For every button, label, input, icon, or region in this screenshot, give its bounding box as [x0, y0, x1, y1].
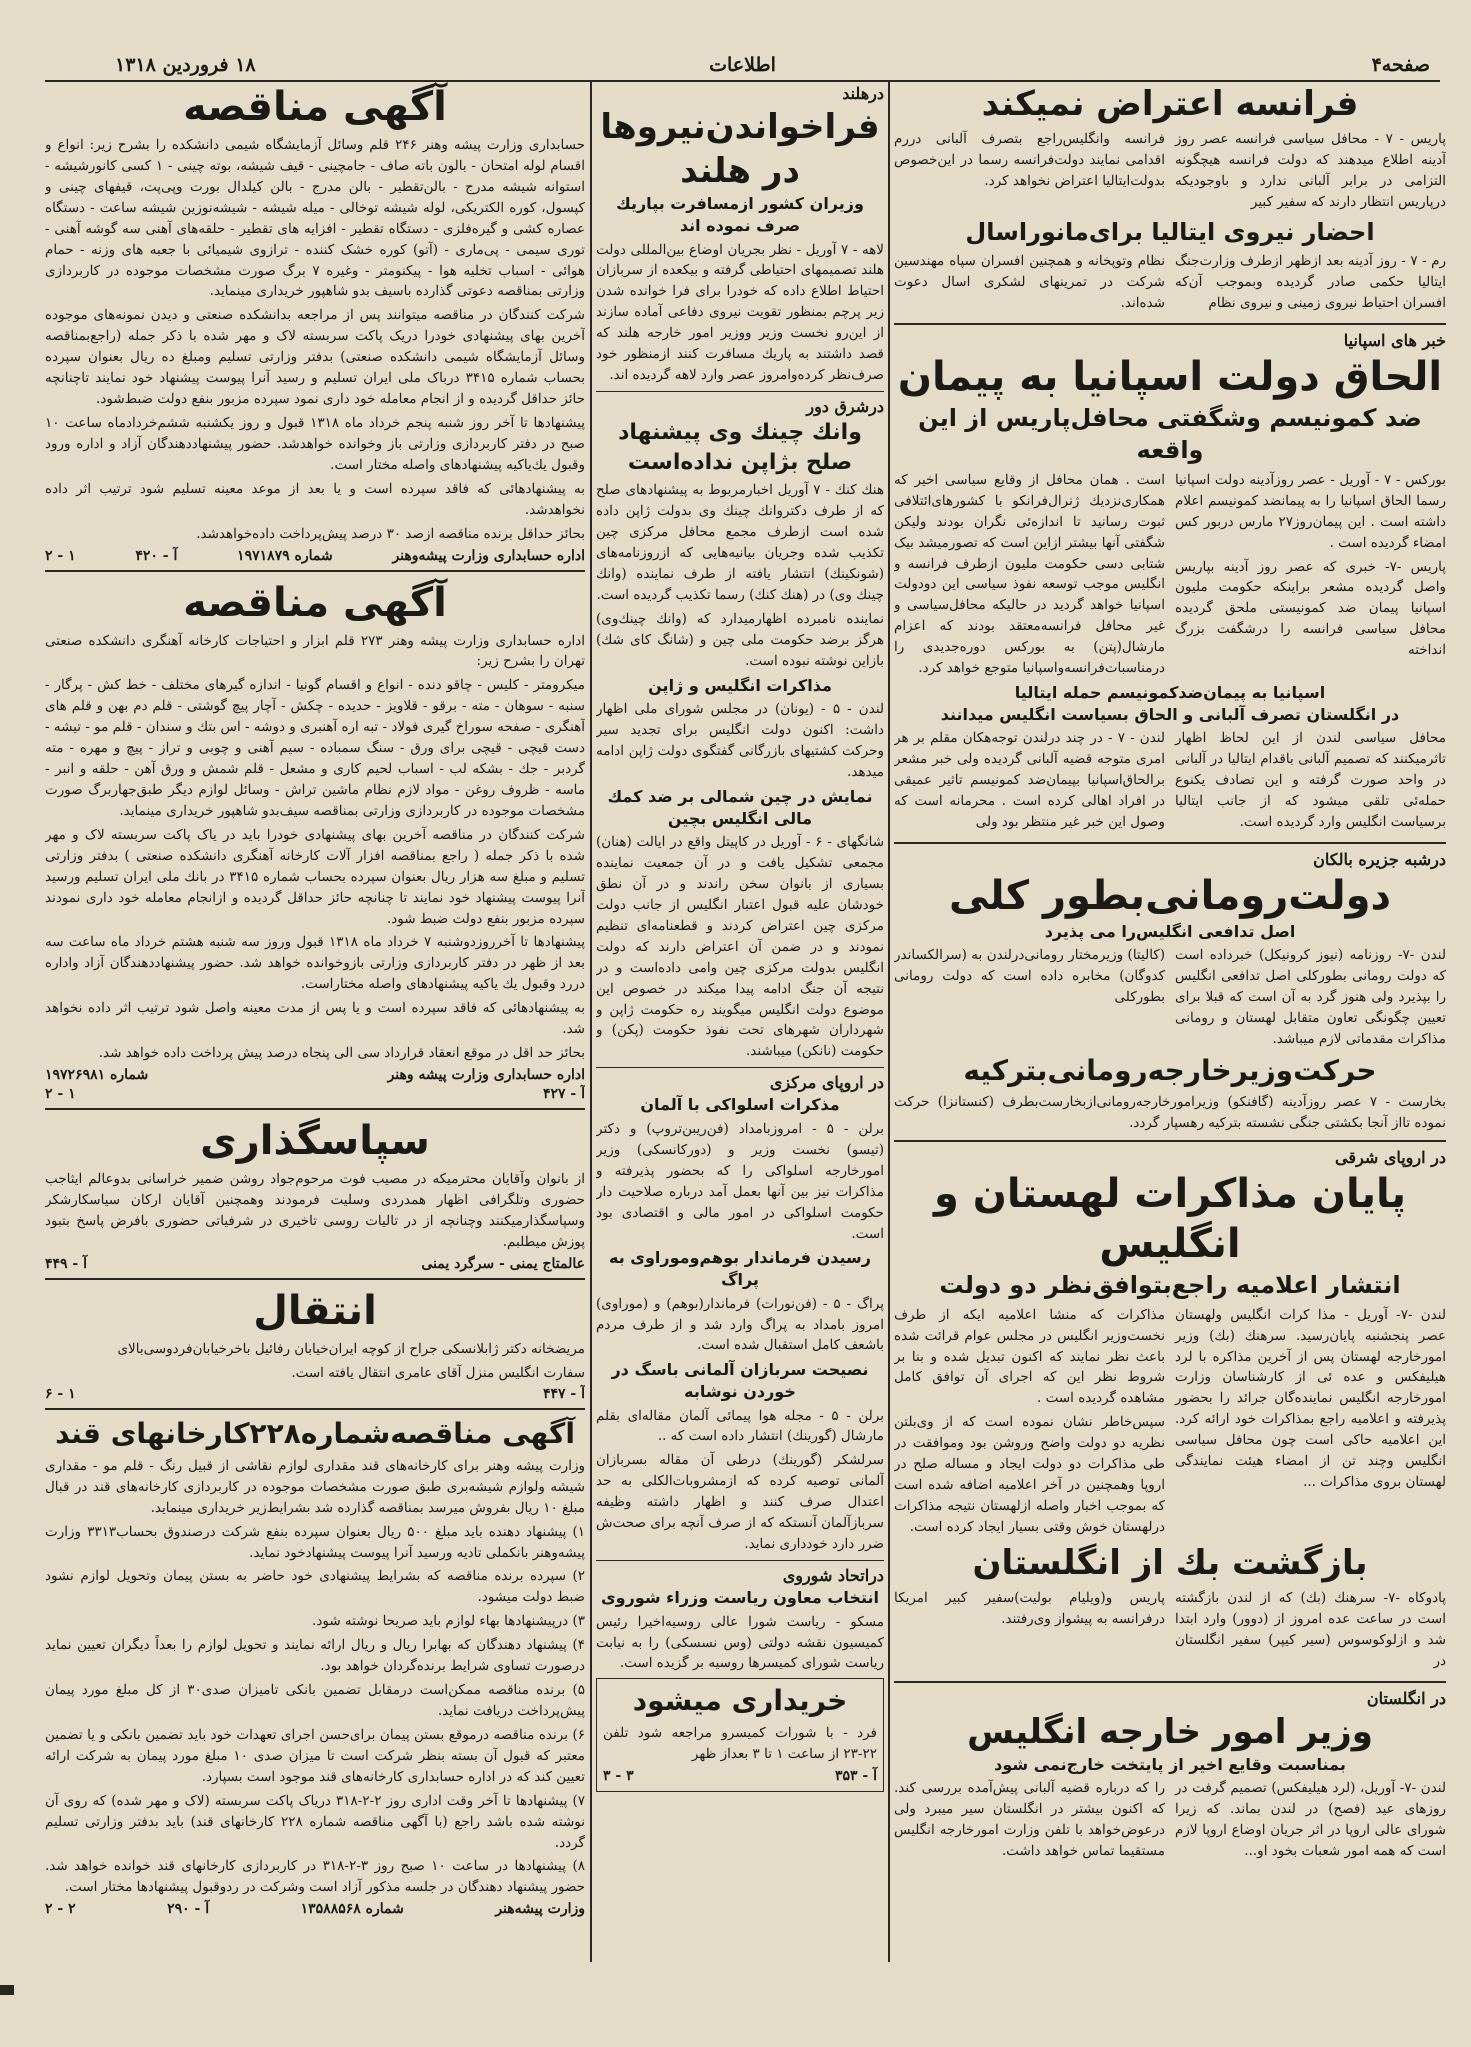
- headline: حرکت‌وزیرخارجه‌رومانی‌بترکیه: [963, 1054, 1377, 1088]
- article-body: بخارست - ۷ عصر روزآدینه (گافنکو) وزیرامورخارجه‌رومانی‌ازبخارست‌بطرف (کنستانزا) حرکت نموده تااز آنجا بکشتی جنگی نشسته بترکیه رهسپار گردد.: [894, 1094, 1446, 1132]
- column-divider: [888, 82, 890, 1962]
- divider: [894, 323, 1446, 325]
- article-body: لندن -۷- روزنامه (نیوز کرونیکل) خبرداده است که دولت رومانی بطورکلی اصل تدافعی انگلیس را بپذیرد ولی هنوز گرد به آن است که قبلا برای تعیین چگونگی تعاون متقابل لهستان و رومانی مذاکرات مقدماتی لازم میباشد.: [1175, 947, 1446, 1048]
- headline: فراخواندن‌نیروها در هلند: [600, 107, 880, 192]
- sig-name: عالمتاج یمنی - سرگرد یمنی: [421, 1255, 585, 1272]
- subheadline: در انگلستان تصرف آلبانی و الحاق بسیاست انگلیس میدانند: [940, 704, 1400, 724]
- sig-seq: ۳ - ۳: [603, 1767, 634, 1784]
- sig-number: شماره ۱۹۷۲۶۹۸۱: [45, 1066, 149, 1083]
- subheadline: انتشار اعلامیه راجع‌بتوافق‌نظر دو دولت: [939, 1271, 1401, 1300]
- article-body: سرلشکر (گورینك) درطی آن مقاله بسربازان آلمانی توصیه کرده که ازمشروبات‌الکلی به حد اعتدال صرف کنند و اظهار داشته وظیفه سربازآلمان آنستکه که از صرف آنچه برای صحت‌ش ضرر دارد خودداری نماید.: [596, 1452, 884, 1553]
- ad-item: ۸) پیشنهادها در ساعت ۱۰ صبح روز ۳-۲-۳۱۸ در کاربردازی کارخانهای قند خوانده خواهد شد. حضور پیشنهاد دهندگان در جلسه مذکور آزاد است وشرکت در ردوقبول پیشنهادها مختار است.: [45, 1858, 585, 1896]
- notice-title: سپاسگذاری: [200, 1117, 430, 1164]
- notice-signature: [45, 1256, 585, 1272]
- subheadline: رسیدن فرماندار بوهم‌وموراوی به پراگ: [609, 1248, 871, 1290]
- relocation-notice: [45, 1286, 585, 1403]
- section-kicker: در اروپای مرکزی: [769, 1073, 884, 1093]
- subheadline: ضد کمونیسم وشگفتی محافل‌پاریس از این واقعه: [918, 404, 1422, 465]
- buy-ad: [596, 1678, 884, 1791]
- divider: [596, 1067, 884, 1068]
- subheadline: نمایش در چین شمالی بر ضد کمك مالی انگلیس بچین: [607, 786, 873, 828]
- ad-title: آگهی مناقصه‌شماره۲۲۸کارخانهای قند: [55, 1417, 575, 1451]
- article-body: برلن - ۵ - امروزبامداد (فن‌ریبن‌تروپ) و دکتر (تیسو) نخست وزیر و (دورکانسکی) وزیر امورخارجه اسلواکی را که بحضور پذیرفته و مذاکرات نیز بین آنها بعمل آمد درباره صلاحیت دار حکومت اسلواکی در امور مالی و اقتصادی بود است.: [596, 1120, 884, 1242]
- ad-signature: [603, 1768, 877, 1784]
- section-kicker: خبر های اسپانیا: [1343, 331, 1446, 351]
- divider: [596, 1560, 884, 1561]
- article-body: پراگ - ۵ - (فن‌نورات) فرماندار(بوهم) و (موراوی) امروز بامداد به پراگ وارد شد و از طرف مردم باشعف کامل استقبال شده است.: [596, 1295, 884, 1354]
- middle-column: [596, 82, 884, 2027]
- ad-signature: [45, 1086, 585, 1102]
- subheadline: انتخاب معاون ریاست وزراء شوروی: [601, 1588, 879, 1608]
- article-body: مسکو - ریاست شورا عالی روسیه‌اخیرا رئیس کمیسیون نقشه دولتی (وس نسسکی) را به نیابت ریاست شورای کمیسرها روسیه بر گزیده است.: [596, 1613, 884, 1672]
- article-body: سپس‌خاطر نشان نموده است که از وی‌بلتن نظریه دو دولت واضح وروشن بود وموافقت در طی مذاکرات دو دولت ایجاد و مساله صلح در اروپا وهمچنین در آخر اعلامیه اضافه شده است که بموجب اخبار واصله ازلهستان نتیجه مذاکرات درلهستان خوش وقتی بسیار ایجاد کرده است.: [894, 1414, 1165, 1535]
- sig-number: شماره ۱۳۵۸۸۵۶۸: [300, 1901, 404, 1918]
- ad-body: شرکت کنندگان در مناقصه میتوانند پس از مراجعه بدانشکده صنعتی و دیدن نمونه‌های موجوده آخرین بهای پیشنهادی خودرا دریک پاکت سربسته لاک و مهر شده با ذکر جمله (راجع‌بمناقصه وسائل آزمایشگاه شیمی دانشکده صنعتی) بدفتر وزارتی تسلیم ومبلغ ده ریال بعنوان سپرده بحساب شماره ۳۴۱۵ درباک ملی ایران تسلیم و رسید آنرا پیوست پیشنهاد خود نمایند تاچنانچه حائز حداقل گردیده و از انجام معامله خود داری نمود سپرده مزبور بنفع دولت ضبط‌شود.: [45, 307, 585, 408]
- notice-title: انتقال: [253, 1287, 377, 1334]
- section-kicker: درشبه جزیره بالکان: [1313, 849, 1446, 869]
- article-body: لندن - ۷ - در چند درلندن توجه‌هکان مقلم بر هر امری متوجه قضیه آلبانی گردیده ولی خبر مشعر برالحاق‌اسپانیا بپیمان‌ضد کمونیسم تاثیر عمیقی در افراد اهالی کرده است . محرمانه است که وصول این خبر غیر منتظر بود ولی: [894, 730, 1165, 830]
- divider: [45, 1108, 585, 1110]
- sig-code: آ - ۲۹۰: [167, 1901, 210, 1918]
- headline: بازگشت بك از انگلستان: [972, 1542, 1368, 1583]
- ads-column: [45, 82, 585, 2027]
- ad-item: ۷) پیشنهادها تا آخر وقت اداری روز ۲-۲-۳۱۸ دریاک پاکت سربسته (لاک و مهر شده) که روی آن نوشته شده باشد راجع (با آگهی مناقصه شماره ۲۲۸ کارخانهای قند) باید بدفتر وزارتی تسلیم گردد.: [45, 1792, 585, 1851]
- news-column: [894, 82, 1446, 2027]
- divider: [894, 842, 1446, 844]
- two-column-text: [894, 467, 1446, 682]
- thanks-notice: [45, 1116, 585, 1272]
- article-body: هنك كنك - ۷ آوریل اخبارمربوط به پیشنهادهای صلح که از طرف دکتروانك چینك وی بدولت ژاپن داده شده است ازطرف مجمع محافل مرکزی چین تکذیب شده وجریان بیانیه‌هایی که ازروزنامه‌های (شونکینك) انتشار یافته از طرف نماینده (وانك چینك وی) در (هنك كنك) رسما تکذیب گردیده است.: [596, 482, 884, 603]
- tender-ad-sugar: [45, 1416, 585, 1917]
- article-body: نماینده نامبرده اظهارمیدارد که (وانك چینك‌وی) هرگز برضد حکومت ملی چین و (شانگ کای شك) بازاین نوشته نبوده است.: [596, 610, 884, 669]
- notice-body: از بانوان وآقایان محترمیکه در مصیب فوت مرحوم‌جواد روشن ضمیر خراسانی بدوعالم ایثاجب حضوری وتلگرافی اظهار همدردی وسلیت فرمودند وهمچنین آقایان ارکان سیاسکارشکر وسپاسگذارمیکنند وچنانچه از در تالیات روسی تاخیری در شرفیاتی حضوری بافرض پاسخ بتبود پوزش میطلبم.: [45, 1170, 585, 1250]
- sig-office: اداره حسابداری وزارت پیشه وهنر: [387, 1066, 585, 1083]
- section-kicker: در اروپای شرقی: [1335, 1148, 1446, 1168]
- two-column-text: [894, 725, 1446, 836]
- ad-title: آگهی مناقصه: [183, 84, 447, 130]
- ad-signature: [45, 1067, 585, 1083]
- divider: [45, 570, 585, 572]
- two-column-text: [894, 1302, 1446, 1541]
- subheadline: وزیران کشور ازمسافرت بپاریك صرف نموده اند: [616, 194, 864, 235]
- page-number: صفحه۴: [1371, 54, 1430, 76]
- divider: [596, 391, 884, 392]
- headline: احضار نیروی ایتالیا برای‌مانور‌اسال: [965, 217, 1375, 246]
- ad-body: اداره حسابداری وزارت پیشه وهنر ۲۷۳ قلم ابزار و احتیاجات کارخانه آهنگری دانشکده صنعتی تهران را بشرح زیر:: [45, 632, 585, 670]
- ad-body: میکرومتر - کلیس - چاقو دنده - انواع و اقسام گونیا - اندازه گیرهای مختلف - خط کش - پرگار - سنبه - سوهان - مته - برقو - قلاویز - حدیده - چکش - آچار پیچ گوشتی - قلم دم بهن و قلم های آهنگری - صفحه سوراخ گیری فولاد - تبه اره آهنبری و دوشه - اس بتك و سندان - قلم مو - تیشه - دست قیچی - قیچی برای ورق - سنگ سمباده - سیم آهنی و چوبی و تراز - پیچ و مهره - مته گردبر - جك - بشکه لب - اسباب لحیم کاری و مشعل - قلم شمش و ورق آهن - حلقه و انبر - ماسه - ظروف روغن - مواد لازم نظام ماشین تراش - وسائل لوازم دیگر طبق‌جهار‌برگ صورت مشخصات موجوده در کاربردازی وزارتی بمناقصه سیف‌بدو شاهپور خریداری مینماید.: [45, 677, 585, 819]
- sig-seq: ۱ - ۲: [45, 547, 76, 564]
- divider: [45, 1278, 585, 1280]
- article-body: پاریس -۷- خبری که عصر روز آدینه بپاریس واصل گردیده مشعر براینکه حکومت ملیون اسپانیا پیمان ضد کمونیستی ملحق گردیده محافل سیاسی فرانسه را درشگفت بزرگ انداخته: [1175, 558, 1446, 659]
- headline: وزیر امور خارجه انگلیس: [967, 1711, 1373, 1752]
- headline: پایان مذاکرات لهستان و انگلیس: [933, 1171, 1407, 1268]
- article-body: لاهه - ۷ آوریل - نظر بجریان اوضاع بین‌المللی دولت هلند تصمیمهای احتیاطی گرفته و بیکعده از سربازان احتیاط اطلاع داده که خودرا برای فرا خوانده شدن زیر پرچم بمنظور تقویت نیروی دفاعی آماده سازند از این‌رو نخست وزیر ووزیر امور خارجه هلند که قصد داشتند به پاریك مسافرت کنند ازمنظور خود صرف‌نظر کرده‌وامروز عصر وارد لاهه گردیده اند.: [596, 241, 884, 384]
- article-body: مذاکرات که منشا اعلامیه ایکه از طرف نخست‌وزیر انگلیس در مجلس عوام قرائت شده باعث نظر نمایند که اکنون تبدیل شده و بنا بر شروط نظر این که اجرای آن توافق کامل مشاهده گردیده است .: [894, 1306, 1165, 1407]
- article-body: (کالیتا) وزیرمختار رومانی‌درلندن به (سرالکساندر کدوگان) مخابره داده است که دولت رومانی بطورکلی: [894, 947, 1165, 1006]
- sig-code: آ - ۴۲۷: [542, 1085, 585, 1102]
- notice-signature: [45, 1386, 585, 1402]
- sig-seq: ۲ - ۲: [45, 1901, 76, 1918]
- sig-seq: ۱ - ۶: [45, 1386, 76, 1403]
- ad-body: حسابداری وزارت پیشه وهنر ۲۴۶ قلم وسائل آزمایشگاه شیمی دانشکده را بشرح زیر: انواع و اقسام لوله امتحان - بالون باته صاف - جامچینی - قیف شیشه، بوته چینی - ۱ کسی کانورشیشه - استوانه شیشه مدرج - بالن‌تقطیر - بالن مدرج - بالن کیلدال بورت وپی‌پت، قیفهای چینی و کپسول، کوره الکتریکی، لوله شیشه توخالی - میله شیشه - شیشه‌نوزین شیشه ساعت - دستگاه عصاره کشی و گیره‌فلزی - دستگاه تقطیر - افزایه های تقطیر - حلقه‌های آهنی سه گوشه آهنی - توری سیمی - پی‌ماری - (آتو) کوره خشک کننده - ترازوی شیمیائی با جعبه های وزنه - حمام هوائی - اسباب تخلیه هوا - پیکنومتر - وغیره ۷ برگ صورت مشخصات موجوده در کاربردازی وزارتی بمناقصه دعوتی گذارده باسیف بدو شاهپور خریداری مینماید.: [45, 137, 585, 300]
- ad-body: شرکت کنندگان در مناقصه آخرین بهای پیشنهادی خودرا باید در یاک پاکت سربسته لاک و مهر شده با ذکر جمله ( راجع بمناقصه افزار آلات کارخانه آهنگری دانشکده صنعتی ) بدفتر وزارتی تسلیم و مبلغ سه هزار ریال بعنوان سپرده بحساب شماره ۳۴۱۵ در بانك ملی ایران تسلیم ورسید آنرا پیوست پیشنهاد خود نمایند تا چنانچه حائز حداقل گردیده و ازانجام معامله خود داری نمودند سپرده مزبور بنفع دولت ضبط شود.: [45, 826, 585, 927]
- headline: الحاق دولت اسپانیا به پیمان: [897, 354, 1443, 401]
- two-column-text: [894, 1775, 1446, 1865]
- two-column-text: [894, 248, 1446, 317]
- sig-seq: ۱ - ۲: [45, 1085, 76, 1102]
- ad-body: به پیشنهادهائی که فاقد سپرده است و یا بعد از موعد معینه تسلیم شود ترتیب اثر داده نخواهدشد.: [45, 480, 585, 518]
- two-column-text: [894, 126, 1446, 216]
- article-body: لندن -۷- آوریل، (لرد هیلیفکس) تصمیم گرفت در روزهای عید (فصح) در لندن بماند. که زیرا شورای عالی اروپا در اثر جریان اوضاع اروپا لازم است که همه امور شعبات بخود او...: [1175, 1780, 1446, 1860]
- article-body: پادوکاه -۷- سرهنك (بك) که از لندن بازگشته است در ساعت عده امروز از (دوور) وارد ابتدا شد و ازلوکوسوس (سیر کیپر) سفیر انگلستان در: [1175, 1589, 1446, 1669]
- issue-date: ۱۸ فروردین ۱۳۱۸: [115, 54, 256, 76]
- article-body: بورکس - ۷ - آوریل - عصر روز‌آدینه دولت اسپانیا رسما الحاق اسپانیا را به پیمانضد کمونیسم اعلام داشته است . این پیمان‌روز۲۷ مارس دربور کس امضاء گردیده است .: [1175, 471, 1446, 551]
- article-body: برلن - ۵ - مجله هوا پیمائی آلمان مقاله‌ای بقلم مارشال (گورینك) انتشار داده است که ..: [596, 1407, 884, 1445]
- article-body: رم - ۷ - روز آدینه بعد ازظهر ازطرف وزارت‌جنگ ایتالیا حکمی صادر گردیده وبموجب آن‌که افسران احتیاط نیروی زمینی و نیروی نظام: [1175, 253, 1446, 312]
- article-body: فرانسه وانگلیس‌راجع بتصرف آلبانی دررم اقدامی نمایند دولت‌فرانسه رسما در این‌خصوص بدولت‌ایتالیا اعتراض نخواهد کرد.: [894, 131, 1165, 190]
- sig-code: آ - ۴۲۰: [135, 547, 178, 564]
- subheadline: مذکرات اسلواکی با آلمان: [640, 1095, 840, 1115]
- subheadline: اصل تدافعی انگلیس‌را می پذیرد: [1044, 921, 1296, 941]
- ad-signature: [45, 548, 585, 564]
- ad-body: بحائز حداقل برنده مناقصه ازصد ۳۰ درصد پیش‌پرداخت داده‌خواهدشد.: [196, 525, 585, 542]
- sig-code: آ - ۴۴۹: [45, 1255, 88, 1272]
- ad-item: ۵) برنده مناقصه ممکن‌است درمقابل تضمین بانکی تامیزان صدی۳۰ از کل مبلغ مورد پیمان پیش‌پرداخت دریافت نماید.: [45, 1682, 585, 1720]
- ad-item: ۲) سپرده برنده مناقصه که بشرایط پیشنهادی خود حاضر به بستن پیمان وتحویل لوازم نشود ضبط دولت میشود.: [45, 1568, 585, 1606]
- article-body: را که درباره قضیه آلبانی پیش‌آمده بررسی کند. که اکنون بیشتر در انگلستان سیر میبرد ولی درعوض‌خواهد با تلفن وزارت امورخارجه انگلیس مستقیما تماس خواهد داشت.: [894, 1780, 1165, 1860]
- notice-body: مریضخانه دکتر ژابلانسکی جراح از کوچه ایران‌خیابان رفائیل باخرخیابان‌فردوسی‌بالای: [117, 1340, 585, 1357]
- ad-body: وزارت پیشه وهنر برای کارخانه‌های قند مقداری لوازم نقاشی از قبیل رنگ - قلم مو - مقداری شیشه ولوازم شیشه‌بری طبق صورت مشخصات موجوده در کاربردازی کارخانه‌های قند در قبال مبلغ ۱۰ ریال بفروش میرسد بمناقصه گذارده شد بشرایط‌زیر خریداری مینماید.: [45, 1457, 585, 1516]
- divider: [894, 1140, 1446, 1142]
- notice-body: سفارت انگلیس منزل آقای عامری انتقال یافته است.: [291, 1364, 585, 1381]
- article-body: پاریس - ۷ - محافل سیاسی فرانسه عصر روز آدینه اطلاع میدهند که دولت فرانسه هیچگونه التزامی در برابر آلبانی ندارد و باوجودیکه درپاریس انتظار دارند که سفیر کبیر: [1175, 131, 1446, 210]
- article-body: پاریس و(ویلیام بولیت)سفیر کبیر امریکا درفرانسه به پیشواز وی‌رفتند.: [894, 1589, 1165, 1627]
- section-kicker: درهلند: [842, 84, 884, 103]
- ad-body: به پیشنهادهائی که فاقد سپرده است و یا پس از مدت معینه واصل شود ترتیب اثر داده نخواهد شد.: [45, 1000, 585, 1038]
- subheadline: اسپانیا به پیمان‌ضدکمونیسم حمله ایتالیا: [1014, 683, 1326, 703]
- divider: [45, 1408, 585, 1410]
- section-kicker: دراتحاد شوروی: [782, 1566, 884, 1586]
- ad-item: ۴) پیشنهاد دهندگان که بهابرا ریال و ریال ارائه نمایند و تحویل لوازم را بعداً دیگران تعیین نماید درصورت تساوی شرایط برنده‌گردان خواهد بود.: [45, 1637, 585, 1675]
- sig-code: آ - ۴۴۷: [542, 1386, 585, 1403]
- ad-item: ۶) برنده مناقصه درموقع بستن پیمان برای‌حسن اجرای تعهدات خود باید تضمین بانکی و یا تضمین معتبر که قبول آن بسته بنظر شرکت است تا میزان صدی ۱۰ مبلغ مورد پیمان به شرکت ارائه تعیین کند که در اداره حسابداری کارخانه‌های قند موجود است بسپارد.: [45, 1726, 585, 1785]
- article-body: شانگهای - ۶ - آوریل در کاپیتل واقع در ایالت (هنان) مجمعی تشکیل یافت و در آن جمعیت نماینده بسیاری از بانوان سخن راندند و در آن نطق خودشان علیه قبول اعتبار انگلیس از جانب دولت مرکزی چین اعتراض کردند و قطعنامه‌ای تنظیم نمودند و در ضمن آن اعتراض دارند که دولت انگلیس بدولت مرکزی چین وامی داده‌است و در نتیجه آن جنگ ادامه پیدا میکند در خصوص این موضوع دولت انگلیس میگویند ره حکومت ژاپن و شهرداران شهرهای تحت نفوذ حکومت (پکن) و حکومت (نانکن) میباشند.: [596, 834, 884, 1060]
- masthead: [45, 50, 1440, 82]
- tender-ad-lab: [45, 82, 585, 564]
- ad-signature: [45, 1901, 585, 1917]
- section-kicker: در انگلستان: [1366, 1688, 1446, 1708]
- article-body: محافل سیاسی لندن از این لحاظ اظهار تاثرمیکنند که تصمیم آلبانی باقدام ایتالیا در آلبانی در واحد صورت گرفته و این تصادف یکنوع حمله‌ئی تلقی میشود که از جانب ایتالیا برسیاست انگلیس وارد گردیده است.: [1175, 730, 1446, 830]
- article-body: است . همان محافل از وقایع سیاسی اخیر که همکاری‌نزدیك ژنرال‌فرانکو با کشورهای‌ائتلافی ثبوت رسانید تا اندازه‌ئی نگران بودند ولیکن شگفتی آنها بیشتر ازاین است که تصورمیشد بیک شتابی دسی حکومت ملیون ازطرف فرانسه و انگلیس موجب توسعه نفوذ سیاسی این دودولت اسپانیا خواهد گردید در حالیکه محافل‌سیاسی و غیر محافل فرانسه‌معتقد بودند که اعزام مارشال‌(پتن) به بورکس دوره‌جدیدی را درمناسبات‌فرانسه‌واسپانیا‌ متوجع خواهد کرد.: [894, 471, 1165, 677]
- ad-body: فرد - با شورات کمیسرو مراجعه شود تلفن ۲۲-۲۳ از ساعت ۱ تا ۳ بعداز ظهر: [603, 1724, 877, 1762]
- page-fold-mark: [0, 1985, 14, 1995]
- subheadline: بمناسبت وقایع اخیر از پایتخت خارج‌نمی شود: [994, 1754, 1346, 1774]
- headline: وانك چینك وی پیشنهاد: [618, 420, 862, 446]
- tender-ad-workshop: [45, 578, 585, 1102]
- headline: فرانسه اعتراض نمیکند: [981, 84, 1359, 124]
- article-body: نظام وتوپخانه و همچنین افسران سپاه مهندسین شرکت در تمرینهای لشکری اسال دعوت شده‌اند.: [894, 253, 1165, 312]
- headline: صلح بژاپن نداده‌است: [627, 449, 853, 475]
- ad-item: ۳) درپیشنهادها بهاء لوازم باید صریحا نوشته شود.: [312, 1613, 585, 1630]
- two-column-text: [894, 942, 1446, 1053]
- subheadline: مذاکرات انگلیس و ژاپن: [648, 675, 832, 695]
- sig-office: وزارت پیشه‌هنر: [495, 1901, 585, 1918]
- two-column-text: [894, 1585, 1446, 1675]
- article-body: لندن - ۵ - (یونان) در مجلس شورای ملی اظهار داشت: اکنون دولت انگلیس برای تجدید سیر وحرکت کشتیهای بازرگانی گفتگوی دولت ژاپن ادامه میدهد.: [596, 701, 884, 781]
- headline: دولت‌رومانی‌بطور کلی: [949, 872, 1391, 919]
- ad-body: پیشنهادها تا آخرروزدوشنبه ۷ خرداد ماه ۱۳۱۸ قبول وروز سه شنبه هشتم خرداد ماه ساعت سه بعد از ظهر در دفتر کاربردازی وزارتی بازوخوانده خواهد شد. حضور پیشنهاددهندگان آزاد واداره دررد وقبول یك یاکیه پیشنهادهای واصله مختاراست.: [45, 934, 585, 993]
- ad-item: ۱) پیشنهاد دهنده باید مبلغ ۵۰۰ ریال بعنوان سپرده بنفع شرکت درصندوق بحساب۳۳۱۳ وزارت پیشه‌وهنر بانکملی تادیه ورسید آنرا پیوست پیشنهادخود نماید.: [45, 1523, 585, 1561]
- ad-body: پیشنهادها تا آخر روز شنبه پنجم خرداد ماه ۱۳۱۸ قبول و روز یکشنبه ششم‌خردادماه ساعت ۱۰ صبح در دفتر کاربردازی وزارتی باز وخوانده خواهدشد. حضور پیشنهاد‌دهندگان آزاد و اداره ورود وقبول یك‌یاکیه پیشنهادهای واصله مختار است.: [45, 414, 585, 473]
- sig-number: شماره ۱۹۷۱۸۷۹: [237, 547, 333, 564]
- divider: [894, 1681, 1446, 1683]
- ad-body: بحائز حد اقل در موقع انعقاد قرارداد سی الی پنجاه درصد پیش پرداخت داده خواهد شد.: [98, 1045, 585, 1062]
- sig-code: آ - ۳۵۳: [834, 1767, 877, 1784]
- paper-name: اطلاعات: [709, 54, 776, 76]
- sig-office: اداره حسابداری وزارت پیشه‌وهنر: [392, 547, 585, 564]
- article-body: لندن -۷- آوریل - مذا کرات انگلیس ولهستان عصر پنجشنبه پایان‌رسید. سرهنك (بك) وزیر امورخارجه لهستان پس از آخرین مذاکره با لرد هیلیفکس و عده ئی از کارشناسان وزارت امورخارجه انگلیس نماینده‌گان جرائد را بحضور پذیرفته و اعلامیه راجع بمذاکرات خود ارائه کرد. این اعلامیه حاکی است چون محافل سیاسی انگلیس وچند تن از امضاء هیئت نمایندگی لهستان بروی مذاکرات ...: [1175, 1306, 1446, 1491]
- section-kicker: درشرق دور: [806, 397, 884, 417]
- subheadline: نصیحت سربازان آلمانی باسگ در خوردن نوشابه: [611, 1360, 869, 1401]
- ad-title: آگهی مناقصه: [183, 579, 447, 626]
- ad-title: خریداری میشود: [632, 1684, 848, 1718]
- column-divider: [590, 82, 592, 1962]
